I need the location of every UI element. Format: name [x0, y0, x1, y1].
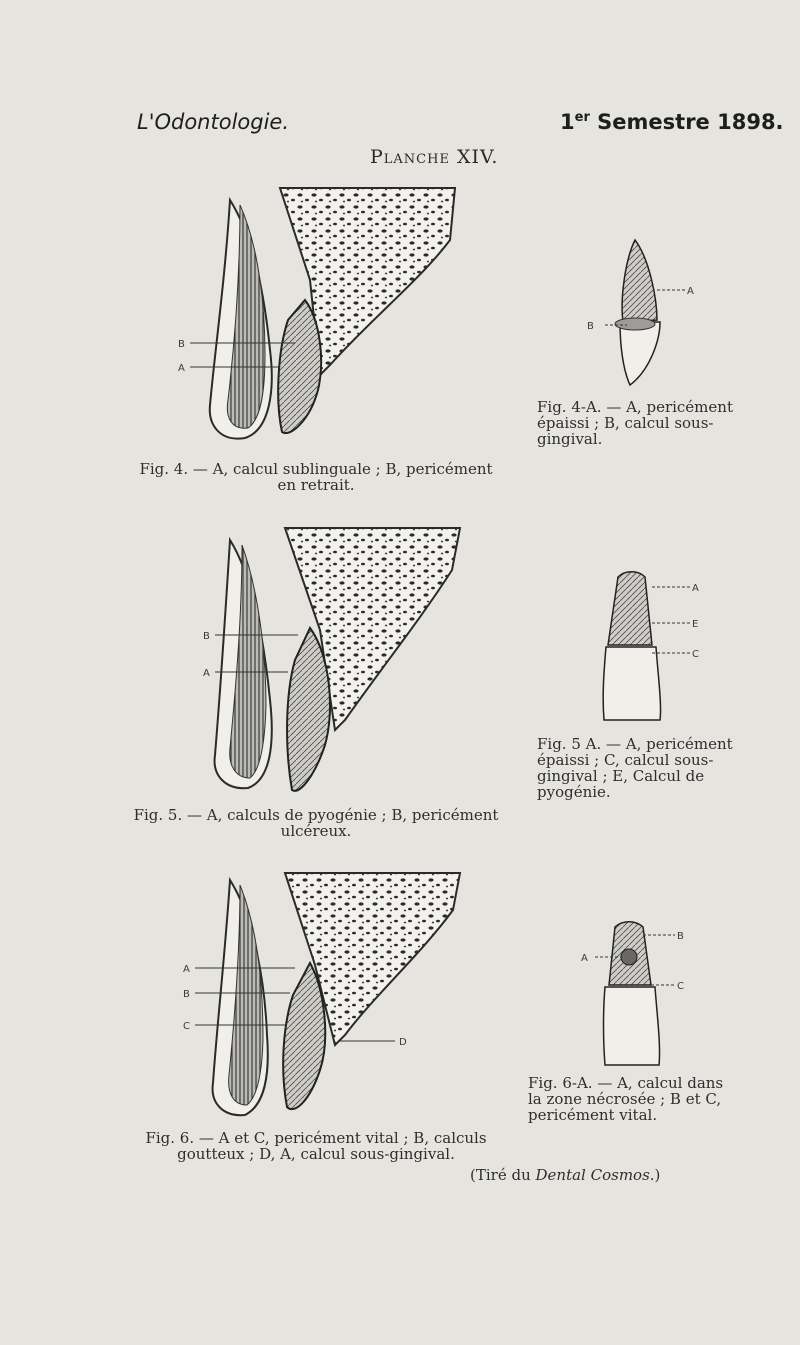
fig6-label-a: A	[183, 964, 190, 975]
fig6-label-b: B	[183, 989, 190, 1000]
fig4a-label-a: A	[687, 286, 694, 297]
figure-4a-caption: Fig. 4-A. — A, pericément épaissi ; B, calcul sous- gingival.	[537, 398, 733, 448]
figure-4-illustration	[170, 180, 470, 455]
fig4-label-a: A	[178, 363, 185, 374]
figure-5a-caption: Fig. 5 A. — A, pericément épaissi ; C, calcul sous- gingival ; E, Calcul de pyogénie.	[537, 735, 733, 801]
figure-6-illustration	[175, 865, 475, 1125]
fig5a-label-e: E	[692, 619, 699, 630]
fig6-label-c: C	[183, 1021, 190, 1032]
fig4-label-b: B	[178, 339, 185, 350]
plate-title: Planche XIV.	[370, 146, 499, 168]
figure-6a-illustration	[575, 915, 705, 1070]
journal-title: L'Odontologie.	[137, 110, 290, 134]
figure-6a-caption: Fig. 6-A. — A, calcul dans la zone nécrosée ; B et C, pericément vital.	[528, 1074, 724, 1124]
figure-5a-illustration	[590, 565, 720, 725]
source-credit: (Tiré du Dental Cosmos.)	[470, 1166, 661, 1184]
fig6a-label-b: B	[677, 931, 684, 942]
fig4a-label-b: B	[587, 321, 594, 332]
figure-4a-illustration	[575, 230, 705, 395]
figure-4-caption: Fig. 4. — A, calcul sublinguale ; B, pericément en retrait.	[139, 460, 493, 494]
fig6-label-d: D	[399, 1037, 407, 1048]
fig5a-label-a: A	[692, 583, 699, 594]
fig6a-label-c: C	[677, 981, 684, 992]
fig5-label-b: B	[203, 631, 210, 642]
fig5a-label-c: C	[692, 649, 699, 660]
fig6a-label-a: A	[581, 953, 588, 964]
figure-5-illustration	[170, 520, 470, 810]
figure-5-caption: Fig. 5. — A, calculs de pyogénie ; B, pericément ulcéreux.	[133, 806, 499, 840]
fig5-label-a: A	[203, 668, 210, 679]
semester-label: 1er Semestre 1898.	[560, 110, 784, 134]
figure-6-caption: Fig. 6. — A et C, pericément vital ; B, calculs goutteux ; D, A, calcul sous-gingival.	[145, 1129, 487, 1163]
